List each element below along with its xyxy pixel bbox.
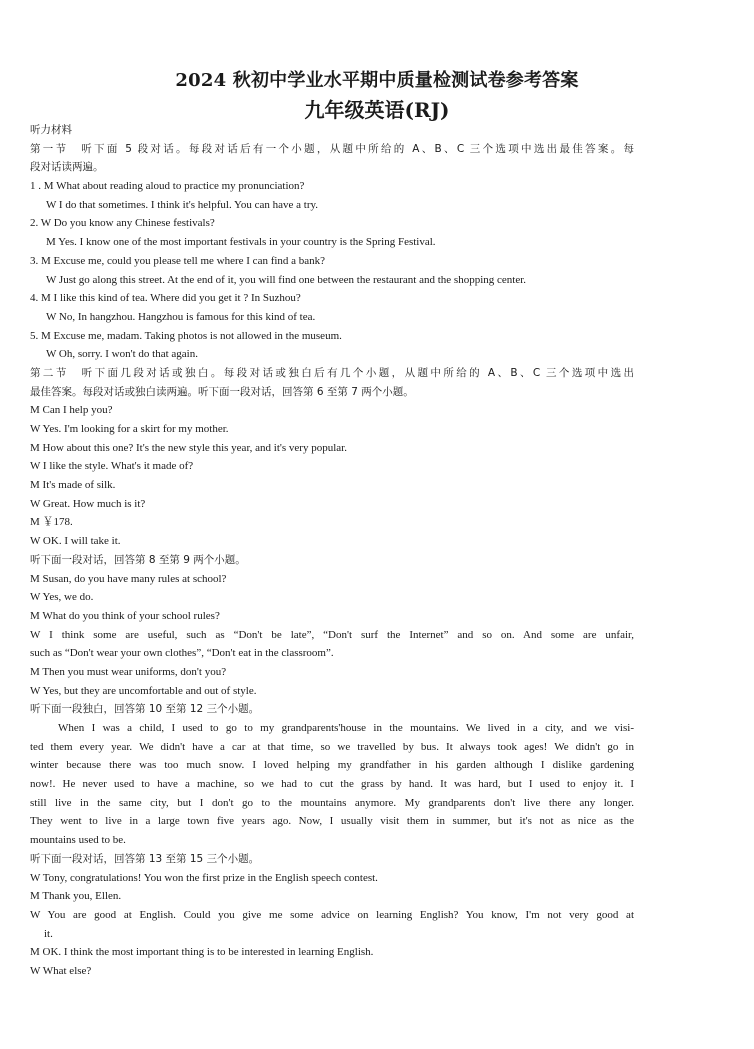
text-line: W Yes, we do. — [30, 591, 94, 604]
text-line: M It's made of silk. — [30, 479, 116, 492]
text-line: 听下面一段对话，回答第 8 至第 9 两个小题。 — [30, 553, 246, 566]
text-line: W OK. I will take it. — [30, 535, 121, 548]
text-line: M Can I help you? — [30, 404, 113, 417]
text-line: M Susan, do you have many rules at school? — [30, 572, 227, 585]
text-line: it. — [44, 927, 53, 940]
text-line: W Great. How much is it? — [30, 497, 146, 510]
text-line: W You are good at English. Could you give me some advice on learning English? You know, I'm not very good at — [30, 908, 634, 921]
text-line: When I was a child, I used to go to my grandparents'house in the mountains. We lived in a city, and we visi- — [58, 722, 634, 734]
text-line: W Yes. I'm looking for a skirt for my mother. — [30, 423, 229, 435]
text-line: W Oh, sorry. I won't do that again. — [46, 348, 198, 361]
text-line: M OK. I think the most important thing is to be interested in learning English. — [30, 946, 374, 959]
text-line: 5. M Excuse me, madam. Taking photos is not allowed in the museum. — [30, 329, 342, 342]
text-line: mountains used to be. — [30, 834, 126, 847]
text-line: M How about this one? It's the new style this year, and it's very popular. — [30, 441, 347, 454]
text-line: winter because there was too much snow. I loved helping my grandfather in his garden although I dislike gardening — [30, 759, 634, 772]
document-subtitle: 九年级英语(RJ) — [304, 98, 450, 122]
text-line: ted them every year. We didn't have a car at that time, so we travelled by bus. It always took ages! We didn't go in — [30, 740, 634, 753]
text-line: 3. M Excuse me, could you please tell me where I can find a bank? — [30, 254, 326, 267]
text-line: such as “Don't wear your own clothes”, “Don't eat in the classroom”. — [30, 647, 334, 660]
text-line: 4. M I like this kind of tea. Where did you get it ? In Suzhou? — [30, 292, 301, 305]
text-line: M Then you must wear uniforms, don't you? — [30, 665, 227, 678]
text-line: W Yes, but they are uncomfortable and out of style. — [30, 684, 257, 697]
text-line: 听下面一段独白，回答第 10 至第 12 三个小题。 — [30, 703, 260, 716]
text-line: 第一节 听下面 5 段对话。每段对话后有一个小题，从题中所给的 A、B、C 三个选项中选出最佳答案。每 — [30, 142, 634, 155]
text-line: W I like the style. What's it made of? — [30, 460, 194, 473]
text-line: M What do you think of your school rules? — [30, 609, 220, 622]
document-title: 2024 秋初中学业水平期中质量检测试卷参考答案 — [175, 70, 579, 91]
text-line: W I do that sometimes. I think it's helpful. You can have a try. — [46, 198, 319, 211]
text-line: W No, In hangzhou. Hangzhou is famous for this kind of tea. — [46, 310, 316, 323]
text-line: now!. He never used to have a machine, so we had to cut the grass by hand. It was hard, but I used to enjoy it. I — [30, 778, 634, 791]
text-line: M Thank you, Ellen. — [30, 890, 122, 903]
text-line: M ￥178. — [30, 516, 73, 529]
text-line: W Tony, congratulations! You won the first prize in the English speech contest. — [30, 871, 378, 884]
text-line: W What else? — [30, 964, 92, 977]
text-line: 1 . M What about reading aloud to practice my pronunciation? — [30, 180, 305, 193]
text-line: 2. W Do you know any Chinese festivals? — [30, 217, 215, 230]
text-line: 最佳答案。每段对话或独白读两遍。听下面一段对话，回答第 6 至第 7 两个小题。 — [30, 385, 414, 398]
text-line: M Yes. I know one of the most important festivals in your country is the Spring Festival. — [46, 236, 436, 249]
text-line: W Just go along this street. At the end of it, you will find one between the restaurant and the shopping center. — [46, 273, 527, 286]
document-body — [30, 121, 634, 981]
text-line: 听下面一段对话，回答第 13 至第 15 三个小题。 — [30, 852, 260, 865]
text-line: still live in the same city, but I don't go to the mountains anymore. My grandparents don't live there any longer. — [30, 796, 634, 809]
text-line: They went to live in a large town five years ago. Now, I usually visit them in summer, but it's not as nice as the — [30, 815, 634, 828]
text-line: 段对话读两遍。 — [30, 161, 104, 174]
text-line: W I think some are useful, such as “Don't be late”, “Don't surf the Internet” and so on. And some are unfair, — [30, 628, 634, 641]
text-line: 听力材料 — [30, 124, 72, 136]
text-line: 第二节 听下面几段对话或独白。每段对话或独白后有几个小题，从题中所给的 A、B、C 三个选项中选出 — [30, 366, 634, 379]
